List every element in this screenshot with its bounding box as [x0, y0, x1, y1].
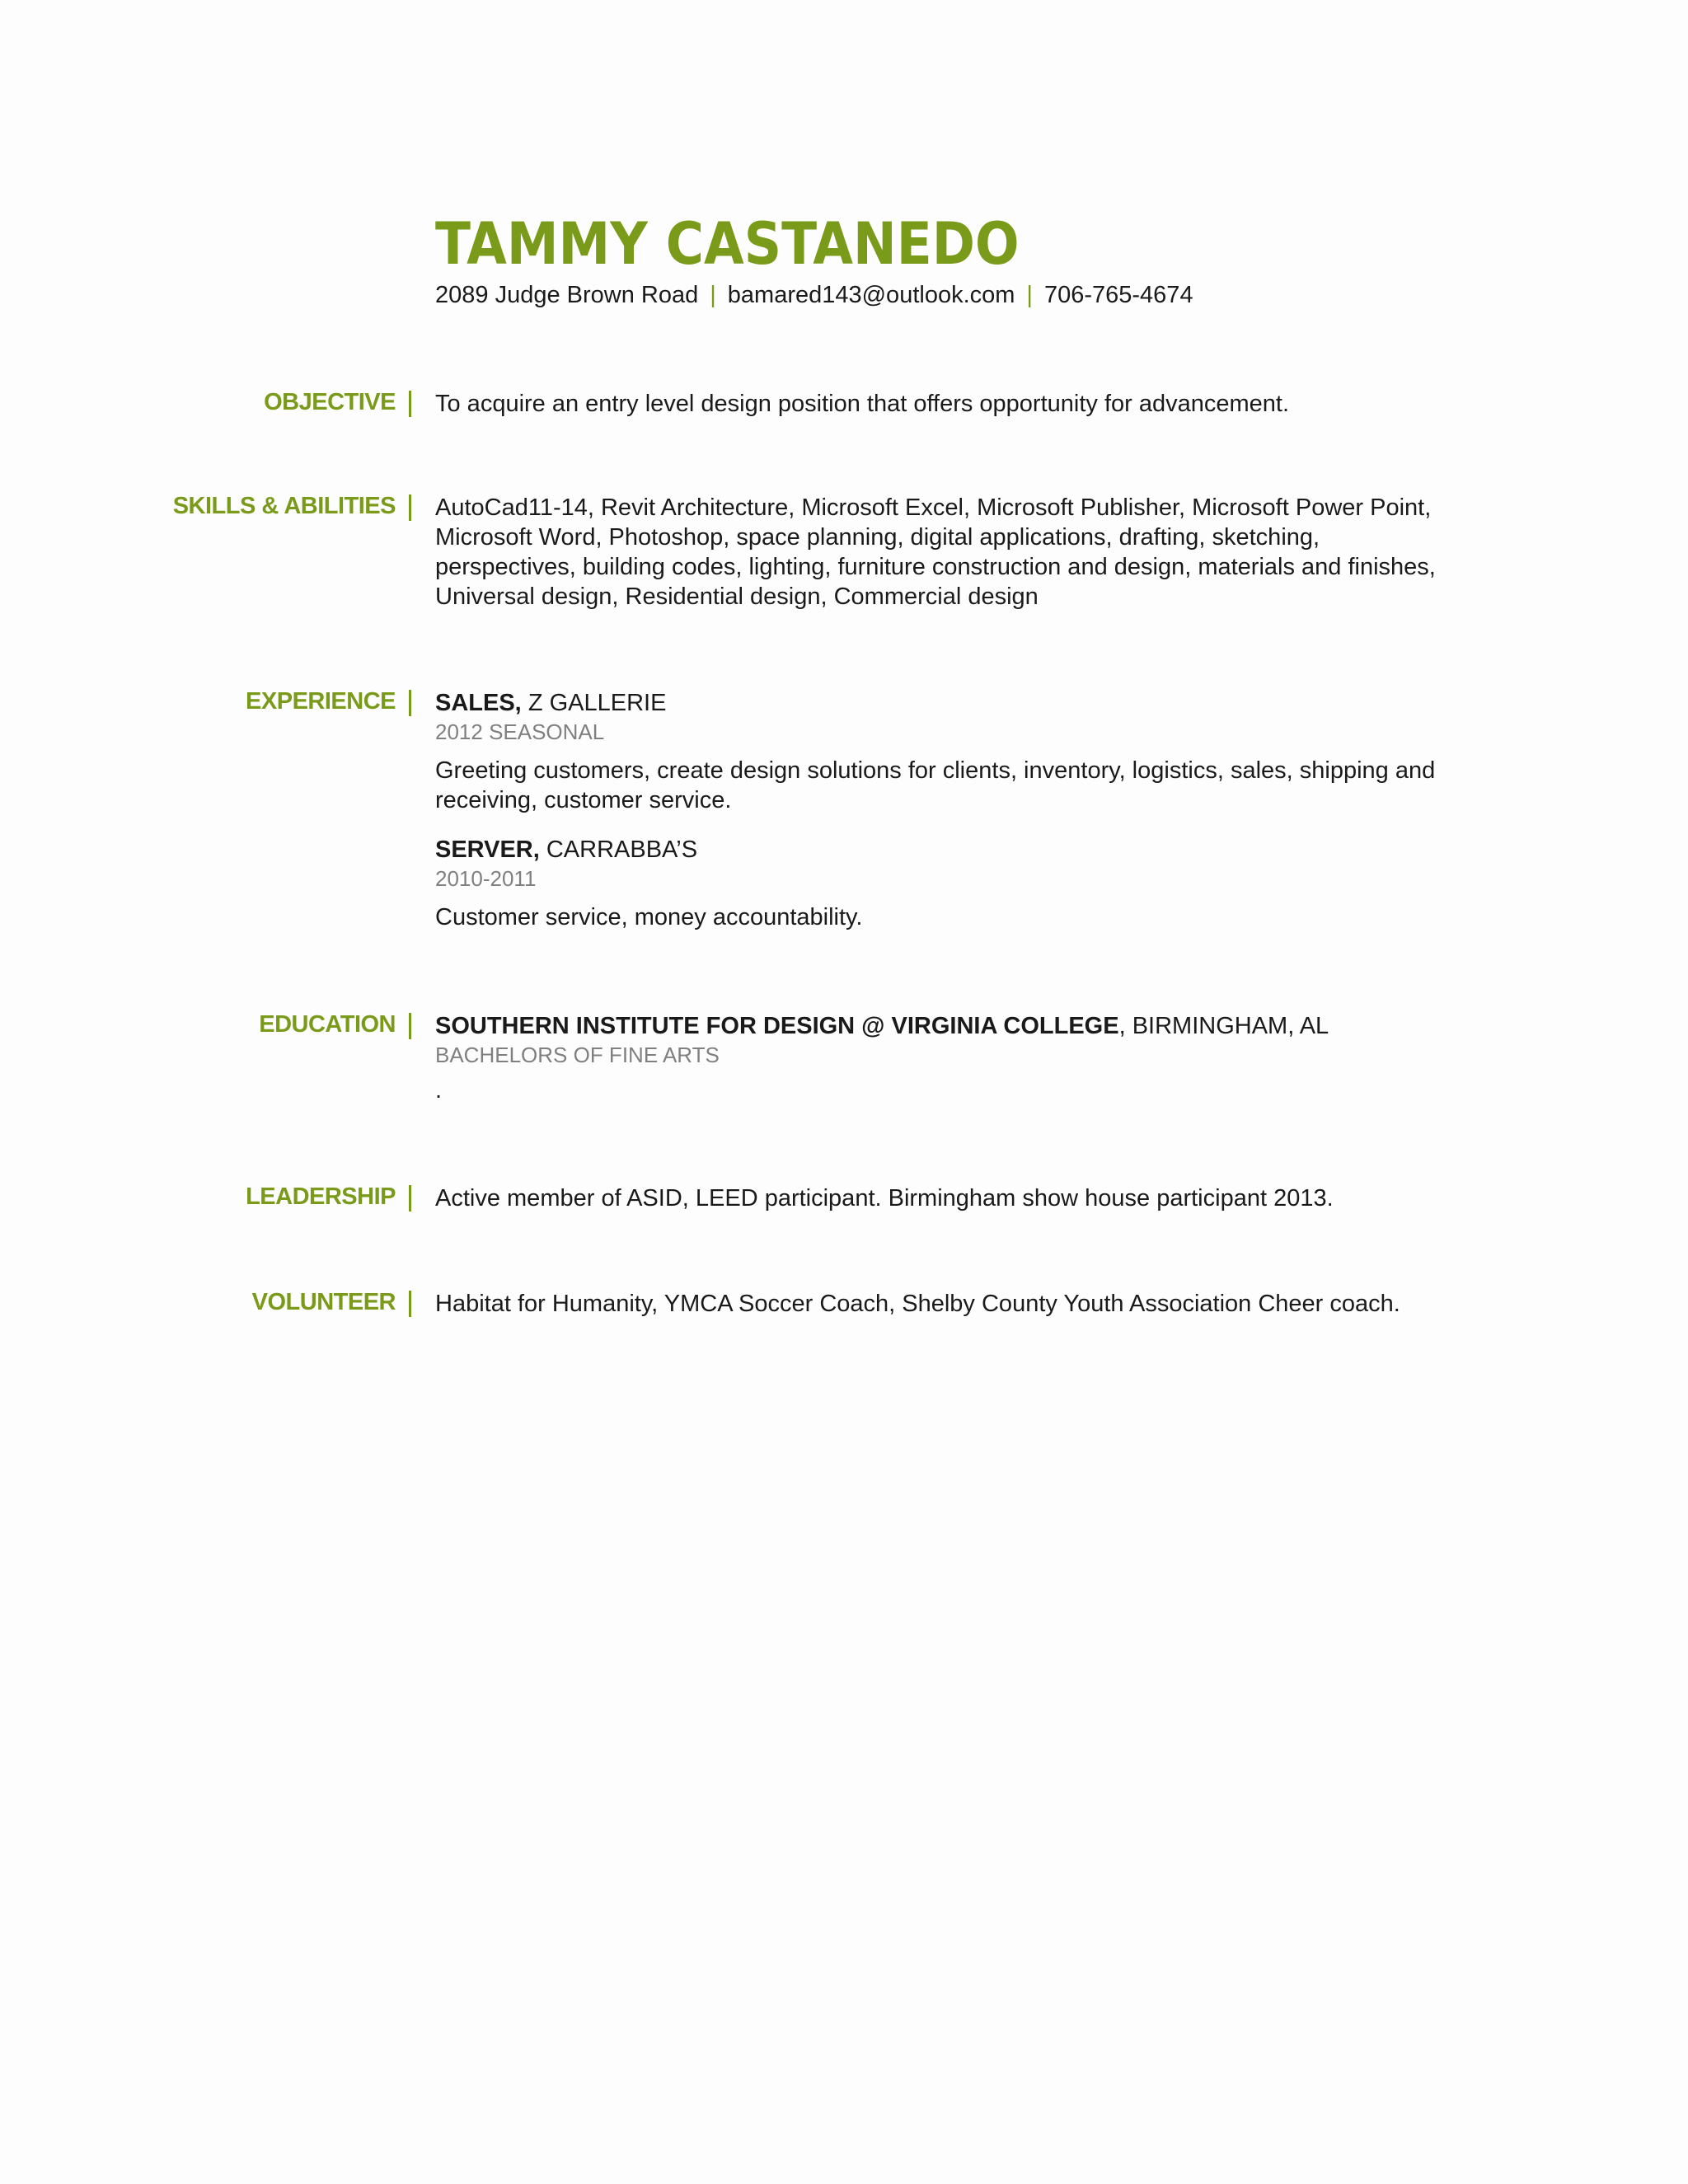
job-dates: 2012 SEASONAL	[435, 719, 605, 744]
job-entry	[435, 835, 1465, 865]
education-entry	[435, 1011, 1465, 1041]
experience-content	[435, 688, 1465, 932]
objective-label: OBJECTIVE	[264, 389, 396, 415]
education-note: .	[435, 1077, 443, 1104]
degree: BACHELORS OF FINE ARTS	[435, 1043, 720, 1067]
skills-label: SKILLS & ABILITIES	[172, 493, 396, 519]
experience-label: EXPERIENCE	[246, 688, 396, 715]
comma: ,	[1118, 1013, 1132, 1039]
job-title: SERVER,	[435, 837, 540, 863]
phone: 706-765-4674	[1043, 282, 1193, 308]
leadership-text: Active member of ASID, LEED participant. Birmingham show house participant 2013.	[435, 1185, 1334, 1212]
section-divider	[409, 690, 411, 716]
education-content	[435, 1011, 1465, 1105]
job-title: SALES,	[435, 690, 522, 716]
school-location: BIRMINGHAM, AL	[1132, 1013, 1329, 1039]
contact-line	[435, 282, 1193, 309]
section-divider	[409, 1291, 411, 1317]
section-divider	[409, 1013, 411, 1039]
education-label: EDUCATION	[259, 1011, 396, 1038]
section-divider	[409, 391, 411, 417]
section-divider	[409, 494, 411, 521]
applicant-name: TAMMY CASTANEDO	[435, 210, 1020, 278]
job-entry	[435, 688, 1465, 718]
school-name: SOUTHERN INSTITUTE FOR DESIGN @ VIRGINIA COLLEGE	[435, 1013, 1119, 1039]
contact-separator: |	[1026, 282, 1033, 308]
section-divider	[409, 1185, 411, 1212]
email: bamared143@outlook.com	[727, 282, 1015, 308]
contact-separator: |	[710, 282, 716, 308]
objective-text: To acquire an entry level design position that offers opportunity for advancement.	[435, 391, 1290, 417]
skills-text: AutoCad11-14, Revit Architecture, Microsoft Excel, Microsoft Publisher, Microsoft Power Point, Microsoft Word, Photoshop, space planning, digital applications, drafting, sketching, perspectives, building codes, lighting, furniture construction and design, materials and finishes, Universal design, Residential design, Commercial design	[435, 494, 1436, 610]
address: 2089 Judge Brown Road	[435, 282, 699, 308]
job-description: Customer service, money accountability.	[435, 904, 863, 930]
job-company: Z GALLERIE	[528, 690, 667, 716]
job-description: Greeting customers, create design solutions for clients, inventory, logistics, sales, shipping and receiving, customer service.	[435, 757, 1436, 813]
volunteer-text: Habitat for Humanity, YMCA Soccer Coach, Shelby County Youth Association Cheer coach.	[435, 1291, 1400, 1317]
leadership-label: LEADERSHIP	[246, 1183, 396, 1210]
job-dates: 2010-2011	[435, 866, 537, 891]
job-company: CARRABBA’S	[546, 837, 698, 863]
volunteer-label: VOLUNTEER	[251, 1289, 396, 1315]
